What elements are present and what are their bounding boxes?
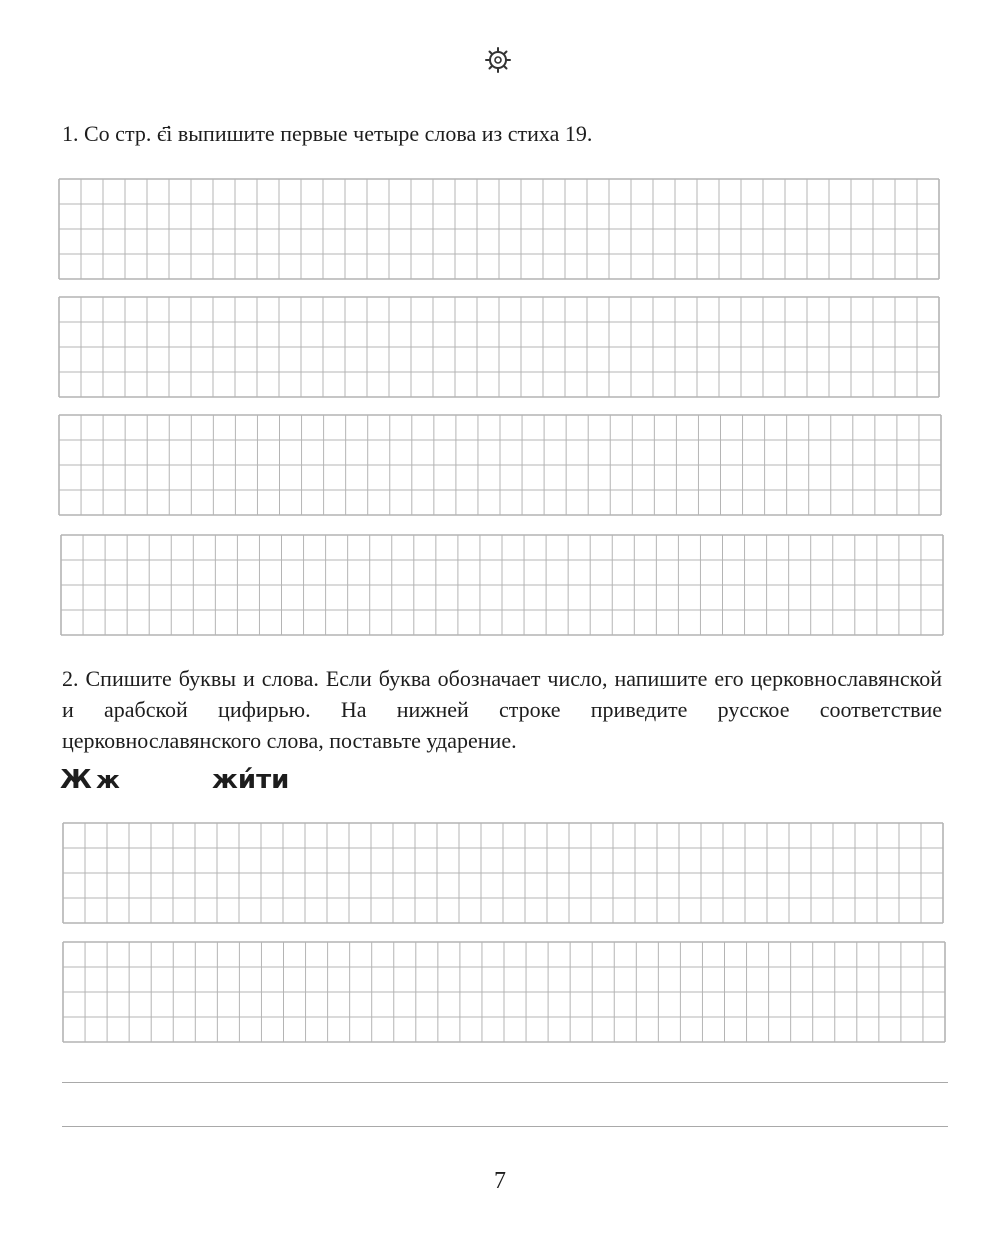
task-1-instruction: [62, 118, 942, 149]
page-number: 7: [494, 1168, 506, 1194]
task-2-instruction: [62, 663, 942, 756]
task-1-number: 1.: [62, 121, 79, 146]
writing-grid-1[interactable]: [58, 178, 940, 280]
task-1-text-before: Со стр.: [84, 121, 152, 146]
sample-word: жи́ти: [212, 765, 290, 795]
answer-line-1[interactable]: [62, 1082, 948, 1083]
sample-letter-lowercase: ж: [96, 766, 120, 794]
answer-line-2[interactable]: [62, 1126, 948, 1127]
writing-grid-6[interactable]: [62, 941, 946, 1043]
ornament-icon: [484, 46, 512, 74]
task-1-page-reference: є҃і: [156, 121, 173, 146]
writing-grid-2[interactable]: [58, 296, 940, 398]
task-2-text: Спишите буквы и слова. Если буква обозначает число, напишите его церковнославянской и арабской цифирью. На нижней строке приведите русское соответствие церковнославянского слова, поставьте ударение.: [62, 666, 943, 753]
writing-grid-5[interactable]: [62, 822, 944, 924]
task-1-text-after: выпишите первые четыре слова из стиха 19.: [177, 121, 593, 146]
writing-grid-4[interactable]: [60, 534, 944, 636]
writing-grid-3[interactable]: [58, 414, 942, 516]
task-2-number: 2.: [62, 666, 79, 691]
sample-letter-uppercase: Ж: [60, 765, 92, 795]
